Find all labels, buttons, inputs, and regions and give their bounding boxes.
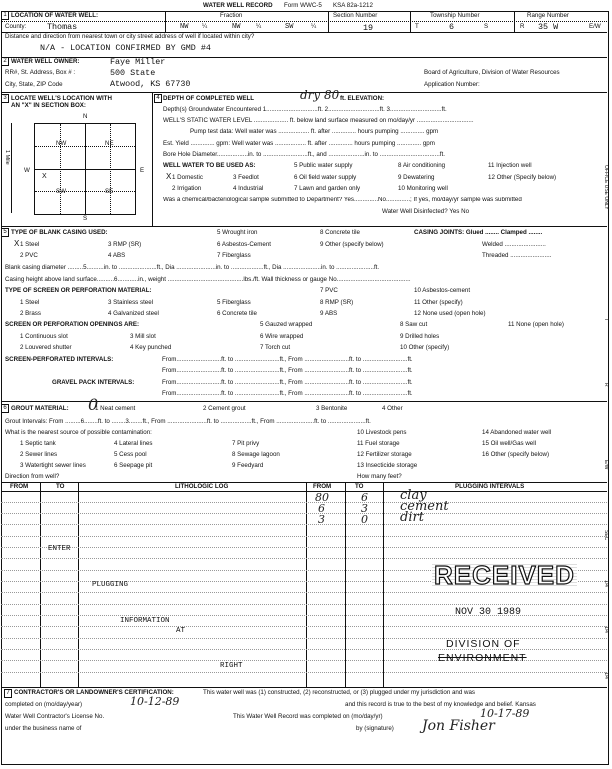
- township-t: T: [415, 23, 419, 30]
- section-label: Section Number: [333, 12, 378, 19]
- casing-item-5: 5 Wrought iron: [217, 229, 258, 236]
- mile-label: 1 Mile: [4, 150, 10, 165]
- grout-circle-mark: 0: [88, 395, 99, 414]
- range-r: R: [520, 23, 525, 30]
- opening-item-1: 1 Continuous slot: [20, 333, 68, 340]
- casing-item-1: 1 Steel: [20, 241, 40, 248]
- opening-item-3: 3 Mill slot: [130, 333, 156, 340]
- groundwater-line: Depth(s) Groundwater Encountered 1..............................ft. 2..............................ft. 3..............................ft.: [163, 106, 447, 113]
- side-mark-t: T: [603, 318, 609, 322]
- contam-12: 12 Fertilizer storage: [357, 451, 412, 458]
- plug-row-3-material: dirt: [400, 510, 424, 525]
- form-number: Form WWC-5: [284, 2, 322, 9]
- screen-item-12: 12 None used (open hole): [414, 310, 486, 317]
- casing-item-4: 4 ABS: [108, 252, 126, 259]
- log-header-from: FROM: [10, 483, 29, 490]
- casing-item-6: 6 Asbestos-Cement: [217, 241, 271, 248]
- section-number-6: 6: [1, 404, 9, 413]
- section-box: [34, 123, 136, 215]
- screen-item-6: 6 Concrete tile: [217, 310, 257, 317]
- contam-4: 4 Lateral lines: [114, 440, 153, 447]
- screen-item-2: 2 Brass: [20, 310, 41, 317]
- casing-height: Casing height above land surface..........6............in., weight ............................................lbs./ft. Wall thickness or gauge No...........................................: [5, 276, 411, 283]
- use-item-6: 6 Oil field water supply: [294, 174, 357, 181]
- township-label: Township Number: [430, 12, 480, 19]
- certification-text: This water well was (1) constructed, (2) reconstructed, or (3) plugged under my jurisdiction and was: [203, 689, 476, 696]
- west-label: W: [24, 167, 30, 174]
- log-word-plugging: PLUGGING: [92, 581, 129, 589]
- north-label: N: [83, 113, 88, 120]
- contam-11: 11 Fuel storage: [357, 440, 400, 447]
- grout-item-3: 3 Bentonite: [316, 405, 348, 412]
- locate-label-2: AN "X" IN SECTION BOX:: [11, 102, 86, 109]
- screen-item-3: 3 Stainless steel: [108, 299, 154, 306]
- opening-item-5: 5 Gauzed wrapped: [260, 321, 313, 328]
- range-label: Range Number: [527, 12, 569, 19]
- opening-item-2: 2 Louvered shutter: [20, 344, 72, 351]
- form-statute: KSA 82a-1212: [333, 2, 373, 9]
- received-stamp: RECEIVED: [434, 560, 575, 590]
- use-item-2: 2 Irrigation: [172, 185, 202, 192]
- log-word-information: INFORMATION: [120, 617, 170, 625]
- pump-test-line: Pump test data: Well water was .................. ft. after .............. hours pumping .............. gpm: [190, 128, 439, 135]
- casing-item-2: 2 PVC: [20, 252, 38, 259]
- owner-city: Atwood, KS 67730: [110, 79, 191, 89]
- section-number-2: 2: [1, 57, 9, 66]
- plug-row-2-material: cement: [400, 499, 449, 514]
- contam-10: 10 Livestock pens: [357, 429, 407, 436]
- side-mark-r: R: [603, 383, 609, 387]
- fraction-quarter-1: ¼: [202, 23, 208, 30]
- log-word-enter: ENTER: [48, 545, 71, 553]
- use-item-1: 1 Domestic: [172, 174, 203, 181]
- received-date: NOV 30 1989: [455, 607, 522, 618]
- fraction-3: SW: [285, 23, 294, 31]
- grout-label: GROUT MATERIAL:: [11, 405, 69, 412]
- section-number-5: 5: [1, 228, 9, 237]
- use-domestic-check: X: [166, 172, 172, 181]
- gravel-row-1: From..........................ft. to ..........................ft., From ..........................ft. to ..........................ft.: [162, 379, 413, 386]
- screen-item-9: 9 ABS: [320, 310, 338, 317]
- owner-name: Faye Miller: [110, 57, 166, 67]
- static-line: WELL'S STATIC WATER LEVEL .................... ft. below land surface measured on mo/day/yr .................................: [163, 117, 474, 124]
- gravel-row-2: From..........................ft. to ..........................ft., From ..........................ft. to ..........................ft.: [162, 390, 413, 397]
- opening-item-7: 7 Torch cut: [260, 344, 291, 351]
- section-number-3: 3: [1, 94, 9, 103]
- record-completed-label: This Water Well Record was completed on (mo/day/yr): [233, 713, 383, 720]
- business-label: under the business name of: [5, 725, 82, 732]
- opening-item-11: 11 None (open hole): [508, 321, 564, 328]
- use-item-8: 8 Air conditioning: [398, 162, 446, 169]
- quadrant-se: SE: [105, 188, 114, 195]
- grout-item-1: 1 Neat cement: [95, 405, 136, 412]
- openings-label: SCREEN OR PERFORATION OPENINGS ARE:: [5, 321, 140, 328]
- fraction-1: NW: [180, 23, 189, 31]
- south-label: S: [83, 215, 88, 222]
- log-header-lithologic: LITHOLOGIC LOG: [175, 483, 229, 490]
- intervals-row-2: From..........................ft. to ..........................ft., From ..........................ft. to ..........................ft.: [162, 367, 413, 374]
- address-label: RR#, St. Address, Box # :: [5, 69, 76, 76]
- quadrant-nw: NW: [56, 140, 67, 147]
- bore-line: Bore Hole Diameter..................in. to ..........................ft., and .....................in. to ...................................ft.: [163, 151, 445, 158]
- log-header-plugging: PLUGGING INTERVALS: [455, 483, 525, 490]
- fraction-quarter-3: ¼: [311, 23, 317, 30]
- casing-item-9: 9 Other (specify below): [320, 241, 384, 248]
- section-number-4: 4: [154, 94, 162, 103]
- certification-text-2: and this record is true to the best of my knowledge and belief. Kansas: [345, 701, 536, 708]
- section-number-7: 7: [4, 689, 12, 698]
- sample-line: Was a chemical/bacteriological sample submitted to Department? Yes..............No..............; If yes, mo/day/yr sample was submitted: [163, 197, 522, 203]
- city-label: City, State, ZIP Code: [5, 81, 63, 88]
- plug-row-3-to: 0: [361, 513, 368, 526]
- intervals-label: SCREEN-PERFORATED INTERVALS:: [5, 356, 114, 363]
- distance-value: N/A - LOCATION CONFIRMED BY GMD #4: [40, 43, 211, 53]
- screen-item-11: 11 Other (specify): [414, 299, 463, 306]
- side-mark-q2: 1/4: [603, 626, 609, 633]
- application-label: Application Number:: [424, 81, 480, 88]
- east-label: E: [140, 167, 145, 174]
- grout-item-2: 2 Cement grout: [203, 405, 246, 412]
- casing-threaded: Threaded ........................: [482, 252, 552, 259]
- use-item-9: 9 Dewatering: [398, 174, 435, 181]
- office-use-label: OFFICE USE ONLY: [603, 165, 609, 210]
- fraction-label: Fraction: [220, 12, 243, 19]
- casing-item-7: 7 Fiberglass: [217, 252, 251, 259]
- screen-item-1: 1 Steel: [20, 299, 40, 306]
- contam-3: 3 Watertight sewer lines: [20, 462, 86, 469]
- county-label: County:: [5, 23, 27, 30]
- casing-diameter: Blank casing diameter .........5..........in. to ......................ft., Dia .......................in. to ...................ft., Dia ......................in. to ......................ft.: [5, 264, 380, 271]
- signature: Jon Fisher: [422, 718, 495, 734]
- casing-welded: Welded ........................: [482, 241, 546, 248]
- quadrant-ne: NE: [105, 140, 114, 147]
- log-header-to: TO: [56, 483, 65, 490]
- side-mark-q1: 1/4: [603, 580, 609, 587]
- contam-9: 9 Feedyard: [232, 462, 264, 469]
- casing-item-3: 3 RMP (SR): [108, 241, 142, 248]
- log-word-right: RIGHT: [220, 662, 243, 670]
- contamination-label: What is the nearest source of possible contamination:: [5, 429, 152, 436]
- side-mark-sec: SEC: [603, 530, 609, 541]
- plug-row-1-from: 80: [315, 491, 329, 504]
- owner-address: 500 State: [110, 68, 156, 78]
- certification-label: CONTRACTOR'S OR LANDOWNER'S CERTIFICATION:: [14, 689, 174, 696]
- screen-item-4: 4 Galvanized steel: [108, 310, 159, 317]
- plug-row-1-material: clay: [400, 488, 427, 503]
- use-item-12: 12 Other (Specify below): [488, 174, 557, 181]
- contam-14: 14 Abandoned water well: [482, 429, 552, 436]
- intervals-row-1: From..........................ft. to ..........................ft., From ..........................ft. to ..........................ft.: [162, 356, 413, 363]
- plug-row-2-from: 6: [318, 502, 325, 515]
- casing-steel-check: X: [14, 239, 20, 248]
- fraction-2: NW: [232, 23, 241, 31]
- contam-1: 1 Septic tank: [20, 440, 56, 447]
- range-value: 35 W: [538, 22, 559, 32]
- contam-2: 2 Sewer lines: [20, 451, 58, 458]
- use-item-10: 10 Monitoring well: [398, 185, 448, 192]
- opening-item-10: 10 Other (specify): [400, 344, 450, 351]
- opening-item-6: 6 Wire wrapped: [260, 333, 304, 340]
- contam-7: 7 Pit privy: [232, 440, 260, 447]
- contam-8: 8 Sewage lagoon: [232, 451, 280, 458]
- direction-label: Direction from well?: [5, 473, 60, 480]
- side-mark-q3: 1/4: [603, 672, 609, 679]
- opening-item-8: 8 Saw cut: [400, 321, 428, 328]
- screen-label: TYPE OF SCREEN OR PERFORATION MATERIAL:: [5, 287, 152, 294]
- distance-label: Distance and direction from nearest town or city street address of well if located within city?: [5, 33, 255, 40]
- use-item-4: 4 Industrial: [233, 185, 264, 192]
- locate-label: LOCATE WELL'S LOCATION WITH: [11, 95, 112, 102]
- completed-label: completed on (mo/day/year): [5, 701, 83, 708]
- elevation-label: ft. ELEVATION:: [340, 95, 385, 102]
- screen-item-10: 10 Asbestos-cement: [414, 287, 471, 294]
- location-label: LOCATION OF WATER WELL:: [11, 12, 99, 19]
- use-item-7: 7 Lawn and garden only: [294, 185, 361, 192]
- log-word-at: AT: [176, 627, 186, 635]
- section-number-1: 1: [1, 11, 9, 20]
- division-stamp: DIVISION OF: [446, 638, 521, 650]
- environment-stamp: ENVIRONMENT: [438, 652, 527, 664]
- license-label: Water Well Contractor's License No.: [5, 713, 105, 720]
- form-title: WATER WELL RECORD: [203, 2, 273, 9]
- use-item-5: 5 Public water supply: [294, 162, 353, 169]
- casing-item-8: 8 Concrete tile: [320, 229, 360, 236]
- disinfected-line: Water Well Disinfected? Yes No: [382, 208, 470, 215]
- screen-item-5: 5 Fiberglass: [217, 299, 251, 306]
- how-many-label: How many feet?: [357, 473, 402, 480]
- board-text: Board of Agriculture, Division of Water Resources: [424, 69, 560, 76]
- depth-label: DEPTH OF COMPLETED WELL: [163, 95, 255, 102]
- plug-row-1-to: 6: [361, 491, 368, 504]
- record-date: 10-17-89: [480, 707, 530, 720]
- contam-16: 16 Other (specify below): [482, 451, 550, 458]
- use-item-11: 11 Injection well: [488, 162, 532, 169]
- gravel-label: GRAVEL PACK INTERVALS:: [52, 379, 135, 386]
- casing-joints: CASING JOINTS: Glued ........ Clamped ........: [414, 229, 543, 236]
- signature-label: by (signature): [356, 725, 394, 732]
- contam-5: 5 Cess pool: [114, 451, 147, 458]
- casing-label: TYPE OF BLANK CASING USED:: [11, 229, 108, 236]
- owner-label: WATER WELL OWNER:: [11, 58, 80, 65]
- contam-6: 6 Seepage pit: [114, 462, 153, 469]
- screen-item-8: 8 RMP (SR): [320, 299, 354, 306]
- use-label: WELL WATER TO BE USED AS:: [163, 162, 256, 169]
- log-header-from-2: FROM: [313, 483, 332, 490]
- screen-item-7: 7 PVC: [320, 287, 338, 294]
- fraction-quarter-2: ¼: [256, 23, 262, 30]
- county-value: Thomas: [47, 22, 78, 32]
- use-item-3: 3 Feedlot: [233, 174, 259, 181]
- log-header-to-2: TO: [355, 483, 364, 490]
- township-s: S: [484, 23, 489, 30]
- side-mark-ew: E/W: [603, 460, 609, 470]
- township-value: 6: [449, 22, 455, 32]
- contam-13: 13 Insecticide storage: [357, 462, 418, 469]
- section-value: 19: [363, 23, 374, 33]
- contam-15: 15 Oil well/Gas well: [482, 440, 536, 447]
- opening-item-4: 4 Key punched: [130, 344, 172, 351]
- depth-value: dry 80: [300, 88, 340, 102]
- opening-item-9: 9 Drilled holes: [400, 333, 440, 340]
- grout-item-4: 4 Other: [382, 405, 403, 412]
- yield-line: Est. Yield .............. gpm: Well water was .................. ft. after .............. hours pumping .............. gpm: [163, 140, 435, 147]
- range-ew: E/W: [589, 23, 601, 30]
- completed-date: 10-12-89: [130, 695, 180, 708]
- plug-row-3-from: 3: [318, 513, 325, 526]
- quadrant-sw: SW: [56, 188, 66, 195]
- grout-intervals: Grout Intervals: From .........6........ft. to ........3........ft., From .......................ft. to ..................ft., From ......................ft. to ......................ft.: [5, 418, 371, 425]
- location-x-mark: X: [42, 173, 47, 180]
- plug-row-2-to: 3: [361, 502, 368, 515]
